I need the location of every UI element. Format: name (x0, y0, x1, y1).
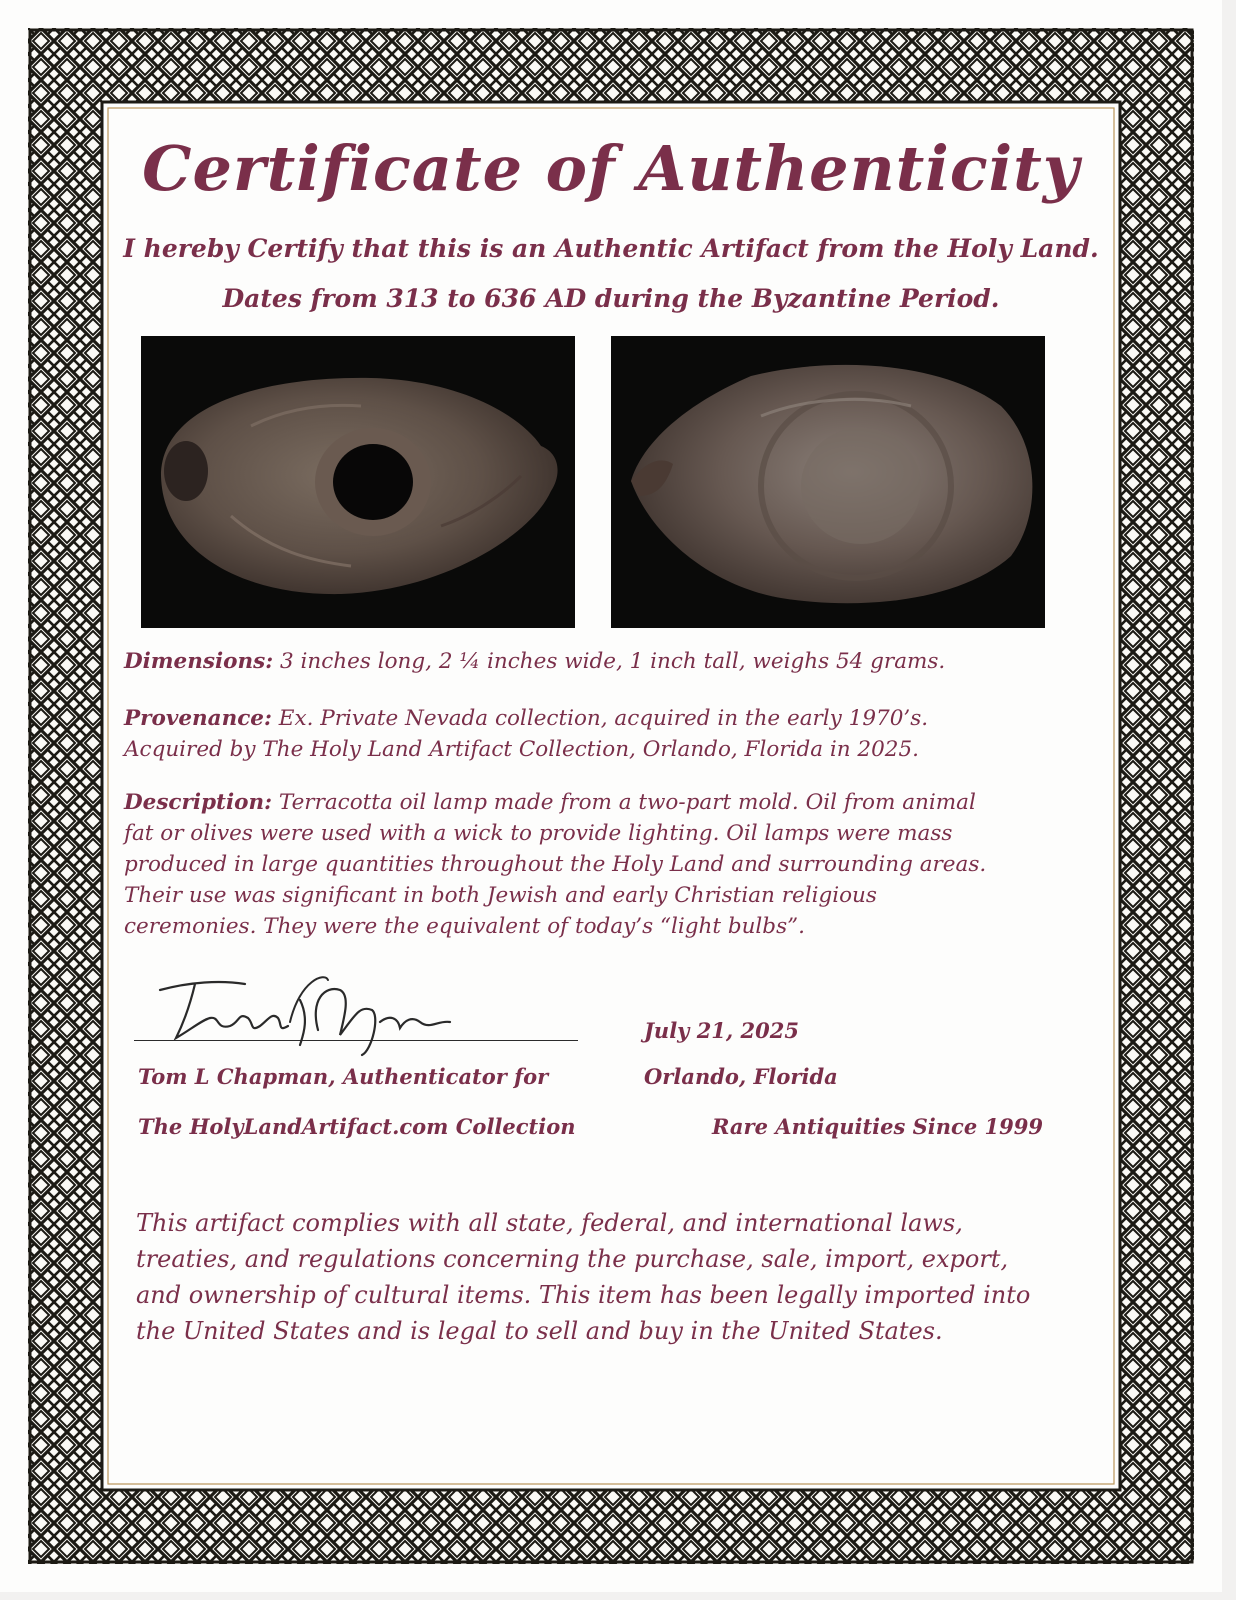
description-line: fat or olives were used with a wick to provide lighting. Oil lamps were mass (124, 821, 953, 846)
signature-line (134, 1040, 578, 1041)
legal-line: and ownership of cultural items. This item has been legally imported into (136, 1281, 1031, 1309)
handwritten-signature (150, 960, 470, 1060)
description-label: Description: (124, 790, 273, 815)
dimensions-text: 3 inches long, 2 ¼ inches wide, 1 inch tall, weighs 54 grams. (280, 649, 946, 674)
date-statement: Dates from 313 to 636 AD during the Byzantine Period. (222, 284, 1000, 313)
certify-statement: I hereby Certify that this is an Authentic Artifact from the Holy Land. (123, 234, 1099, 263)
company-tagline: Rare Antiquities Since 1999 (712, 1114, 1043, 1139)
dimensions-paragraph (124, 646, 1104, 677)
oil-lamp-bottom-view-photo (611, 336, 1045, 628)
provenance-line: Ex. Private Nevada collection, acquired in the early 1970’s. (278, 706, 929, 731)
dimensions-label: Dimensions: (124, 649, 274, 674)
provenance-paragraph (124, 703, 1104, 765)
legal-statement (136, 1205, 1096, 1349)
provenance-line: Acquired by The Holy Land Artifact Collection, Orlando, Florida in 2025. (124, 737, 919, 762)
description-line: produced in large quantities throughout the Holy Land and surrounding areas. (124, 852, 987, 877)
legal-line: the United States and is legal to sell and buy in the United States. (136, 1317, 943, 1345)
description-line: Terracotta oil lamp made from a two-part mold. Oil from animal (278, 790, 976, 815)
provenance-label: Provenance: (124, 706, 272, 731)
authenticator-name: Tom L Chapman, Authenticator for (138, 1064, 549, 1089)
oil-lamp-top-view-photo (141, 336, 575, 628)
collection-name: The HolyLandArtifact.com Collection (138, 1114, 576, 1139)
certificate-place: Orlando, Florida (644, 1064, 838, 1089)
legal-line: This artifact complies with all state, federal, and international laws, (136, 1209, 963, 1237)
certificate-date: July 21, 2025 (644, 1018, 799, 1043)
description-line: Their use was significant in both Jewish and early Christian religious (124, 883, 877, 908)
legal-line: treaties, and regulations concerning the purchase, sale, import, export, (136, 1245, 1009, 1273)
certificate-title: Certificate of Authenticity (142, 132, 1080, 205)
description-paragraph (124, 787, 1104, 942)
description-line: ceremonies. They were the equivalent of today’s “light bulbs”. (124, 914, 805, 939)
